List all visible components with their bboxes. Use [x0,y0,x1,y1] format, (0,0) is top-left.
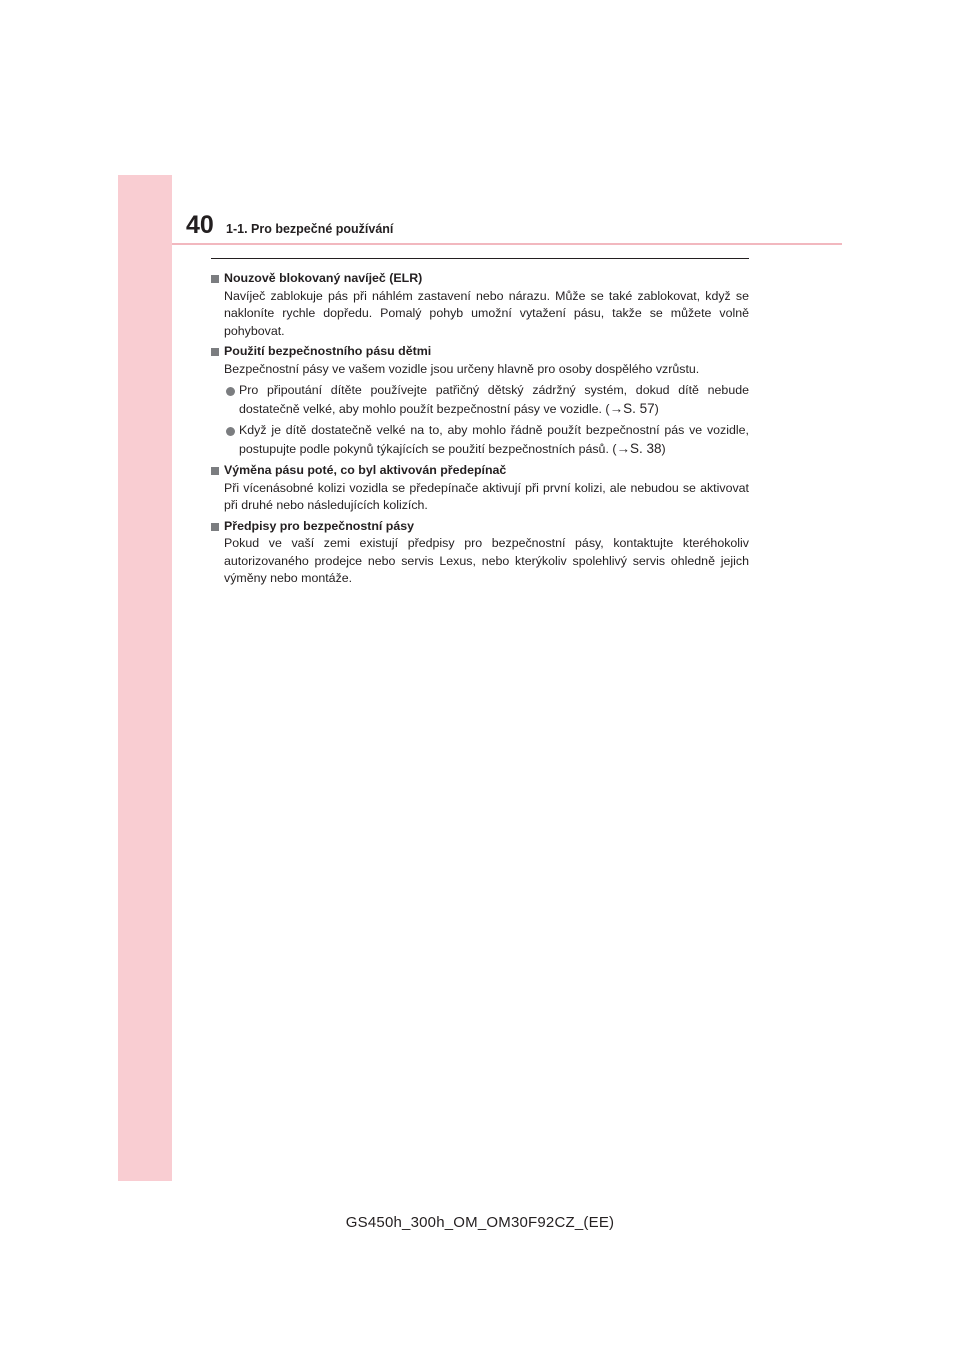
list-item-text: Pro připoutání dítěte používejte patřičný dětský zádržný systém, dokud dítě nebude dostatečně velké, aby mohlo použít bezpečnostní pásy ve vozidle. ( [239,383,749,416]
heading-text: Nouzově blokovaný navíječ (ELR) [224,271,423,285]
heading-text: Výměna pásu poté, co byl aktivován předepínač [224,463,507,477]
square-bullet-icon [211,348,219,356]
page-number: 40 [186,211,214,239]
list-item [211,422,749,458]
heading-text: Použití bezpečnostního pásu dětmi [224,344,432,358]
header-rule [172,243,842,245]
section-heading [211,462,749,480]
list-item [211,382,749,418]
square-bullet-icon [211,523,219,531]
list-item-close: ) [661,441,666,456]
document-code-footer: GS450h_300h_OM_OM30F92CZ_(EE) [345,1214,615,1231]
square-bullet-icon [211,467,219,475]
content-rule [211,258,749,259]
paragraph: Bezpečnostní pásy ve vašem vozidle jsou určeny hlavně pro osoby dospělého vzrůstu. [224,361,700,376]
section-heading [211,270,749,288]
paragraph: Pokud ve vaší zemi existují předpisy pro bezpečnostní pásy, kontaktujte kteréhokoliv autorizovaného prodejce nebo servis Lexus, nebo kterýkoliv spolehlivý servis ohledně jejich výměny nebo montáže. [224,536,749,585]
chapter-sidebar-band [118,175,172,1181]
page-reference-link[interactable]: →S. 38 [616,440,662,456]
paragraph: Při vícenásobné kolizi vozidla se předepínače aktivují při první kolizi, ale nebudou se aktivovat při druhé nebo následujících kolizích. [224,480,749,512]
round-bullet-icon [226,387,235,396]
list-item-text: Když je dítě dostatečně velké na to, aby mohlo řádně použít bezpečnostní pás ve vozidle, postupujte podle pokynů týkajících se použití bezpečnostních pásů. ( [239,423,749,456]
round-bullet-icon [226,427,235,436]
paragraph: Navíječ zablokuje pás při náhlém zastavení nebo nárazu. Může se také zablokovat, když se nakloníte rychle dopředu. Pomalý pohyb umožní vytažení pásu, takže se můžete volně pohybovat. [224,288,749,338]
section-heading [211,518,749,536]
page-content [211,270,749,591]
section-title: 1-1. Pro bezpečné používání [226,222,394,236]
square-bullet-icon [211,275,219,283]
section-heading [211,343,749,361]
page-reference-link[interactable]: →S. 57 [609,400,655,416]
list-item-close: ) [654,401,659,416]
heading-text: Předpisy pro bezpečnostní pásy [224,518,415,533]
